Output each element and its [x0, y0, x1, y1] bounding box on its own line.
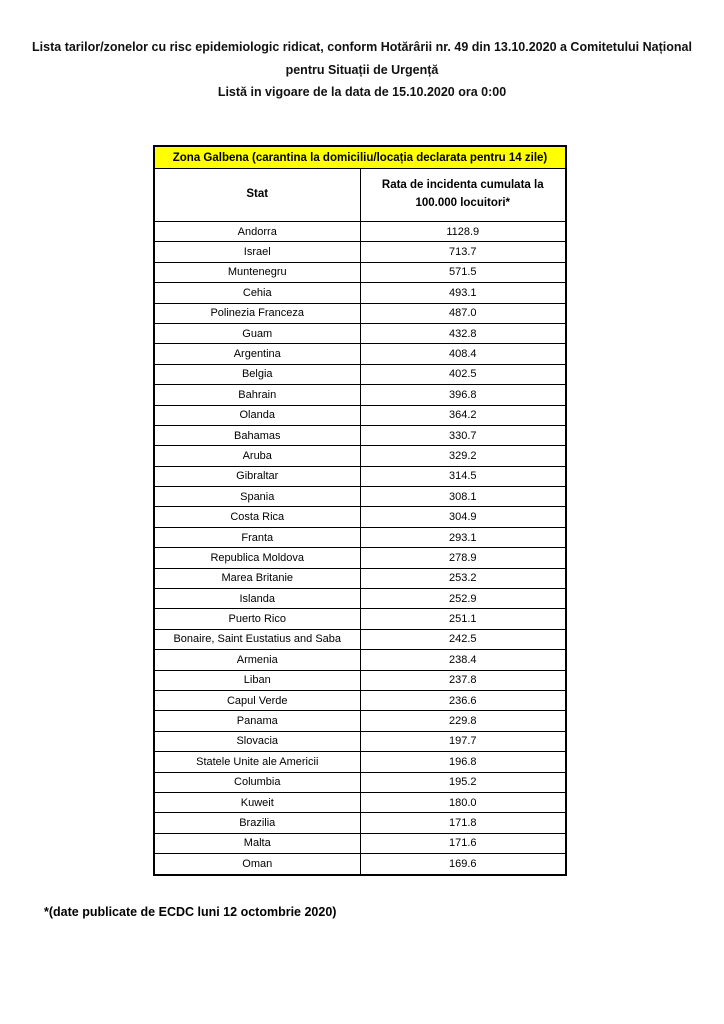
- table-row: [154, 344, 566, 364]
- table-body: [154, 222, 566, 875]
- table-row: [154, 650, 566, 670]
- rate-cell: 402.5: [360, 364, 566, 384]
- table-row: [154, 568, 566, 588]
- table-row: [154, 446, 566, 466]
- stat-cell: Panama: [154, 711, 360, 731]
- table-row: [154, 323, 566, 343]
- stat-cell: Kuweit: [154, 792, 360, 812]
- table-row: [154, 609, 566, 629]
- rate-cell: 242.5: [360, 629, 566, 649]
- table-row: [154, 405, 566, 425]
- rate-cell: 171.6: [360, 833, 566, 853]
- stat-cell: Bahamas: [154, 425, 360, 445]
- table-row: [154, 385, 566, 405]
- zone-banner: Zona Galbena (carantina la domiciliu/locația declarata pentru 14 zile): [154, 146, 566, 169]
- rate-cell: 571.5: [360, 262, 566, 282]
- stat-cell: Bahrain: [154, 385, 360, 405]
- table-row: [154, 854, 566, 875]
- table-row: [154, 303, 566, 323]
- stat-cell: Puerto Rico: [154, 609, 360, 629]
- stat-cell: Olanda: [154, 405, 360, 425]
- rate-cell: 251.1: [360, 609, 566, 629]
- rate-cell: 253.2: [360, 568, 566, 588]
- rate-cell: 238.4: [360, 650, 566, 670]
- rate-cell: 487.0: [360, 303, 566, 323]
- stat-cell: Gibraltar: [154, 466, 360, 486]
- stat-cell: Franta: [154, 527, 360, 547]
- rate-cell: 364.2: [360, 405, 566, 425]
- rate-cell: 169.6: [360, 854, 566, 875]
- table-row: [154, 507, 566, 527]
- table-row: [154, 527, 566, 547]
- table-row: [154, 772, 566, 792]
- table-row: [154, 833, 566, 853]
- rate-cell: 329.2: [360, 446, 566, 466]
- table-row: [154, 731, 566, 751]
- rate-cell: 493.1: [360, 283, 566, 303]
- stat-cell: Columbia: [154, 772, 360, 792]
- title-line-3: Listă in vigoare de la data de 15.10.2020 ora 0:00: [217, 85, 507, 99]
- rate-cell: 396.8: [360, 385, 566, 405]
- stat-cell: Cehia: [154, 283, 360, 303]
- rate-cell: 713.7: [360, 242, 566, 262]
- table-row: [154, 548, 566, 568]
- stat-cell: Capul Verde: [154, 690, 360, 710]
- table-row: [154, 364, 566, 384]
- rate-cell: 196.8: [360, 752, 566, 772]
- stat-cell: Belgia: [154, 364, 360, 384]
- yellow-zone-table: [153, 145, 567, 876]
- table-row: [154, 813, 566, 833]
- rate-cell: 195.2: [360, 772, 566, 792]
- table-row: [154, 222, 566, 242]
- title-line-2: pentru Situații de Urgență: [285, 62, 439, 77]
- rate-cell: 304.9: [360, 507, 566, 527]
- rate-cell: 308.1: [360, 487, 566, 507]
- stat-cell: Guam: [154, 323, 360, 343]
- rate-cell: 330.7: [360, 425, 566, 445]
- stat-cell: Statele Unite ale Americii: [154, 752, 360, 772]
- rate-cell: 237.8: [360, 670, 566, 690]
- table-head: [154, 146, 566, 222]
- rate-cell: 171.8: [360, 813, 566, 833]
- table-row: [154, 242, 566, 262]
- banner-row: [154, 146, 566, 169]
- stat-cell: Muntenegru: [154, 262, 360, 282]
- header-row: [154, 169, 566, 222]
- stat-cell: Brazilia: [154, 813, 360, 833]
- rate-cell: 1128.9: [360, 222, 566, 242]
- rate-cell: 197.7: [360, 731, 566, 751]
- table-row: [154, 670, 566, 690]
- table-row: [154, 283, 566, 303]
- table-row: [154, 690, 566, 710]
- table-row: [154, 752, 566, 772]
- rate-cell: 278.9: [360, 548, 566, 568]
- stat-cell: Argentina: [154, 344, 360, 364]
- rate-cell: 236.6: [360, 690, 566, 710]
- stat-cell: Marea Britanie: [154, 568, 360, 588]
- rate-cell: 229.8: [360, 711, 566, 731]
- footnote: *(date publicate de ECDC luni 12 octombrie 2020): [44, 905, 337, 919]
- stat-cell: Aruba: [154, 446, 360, 466]
- stat-cell: Malta: [154, 833, 360, 853]
- table-row: [154, 589, 566, 609]
- stat-cell: Islanda: [154, 589, 360, 609]
- stat-cell: Costa Rica: [154, 507, 360, 527]
- table-row: [154, 262, 566, 282]
- stat-cell: Armenia: [154, 650, 360, 670]
- rate-cell: 408.4: [360, 344, 566, 364]
- document-title: [0, 0, 724, 104]
- rate-cell: 252.9: [360, 589, 566, 609]
- stat-cell: Liban: [154, 670, 360, 690]
- stat-cell: Bonaire, Saint Eustatius and Saba: [154, 629, 360, 649]
- column-header-rate: Rata de incidenta cumulata la 100.000 locuitori*: [360, 169, 566, 222]
- title-line-1: Lista tarilor/zonelor cu risc epidemiologic ridicat, conform Hotărârii nr. 49 din 13.10.2020 a Comitetului Național: [32, 40, 692, 54]
- rate-cell: 314.5: [360, 466, 566, 486]
- table-row: [154, 466, 566, 486]
- rate-cell: 180.0: [360, 792, 566, 812]
- stat-cell: Oman: [154, 854, 360, 875]
- stat-cell: Slovacia: [154, 731, 360, 751]
- table-row: [154, 487, 566, 507]
- stat-cell: Republica Moldova: [154, 548, 360, 568]
- stat-cell: Andorra: [154, 222, 360, 242]
- table-row: [154, 792, 566, 812]
- rate-cell: 432.8: [360, 323, 566, 343]
- column-header-stat: Stat: [154, 169, 360, 222]
- table-row: [154, 425, 566, 445]
- table-row: [154, 629, 566, 649]
- table-row: [154, 711, 566, 731]
- rate-cell: 293.1: [360, 527, 566, 547]
- stat-cell: Spania: [154, 487, 360, 507]
- stat-cell: Polinezia Franceza: [154, 303, 360, 323]
- stat-cell: Israel: [154, 242, 360, 262]
